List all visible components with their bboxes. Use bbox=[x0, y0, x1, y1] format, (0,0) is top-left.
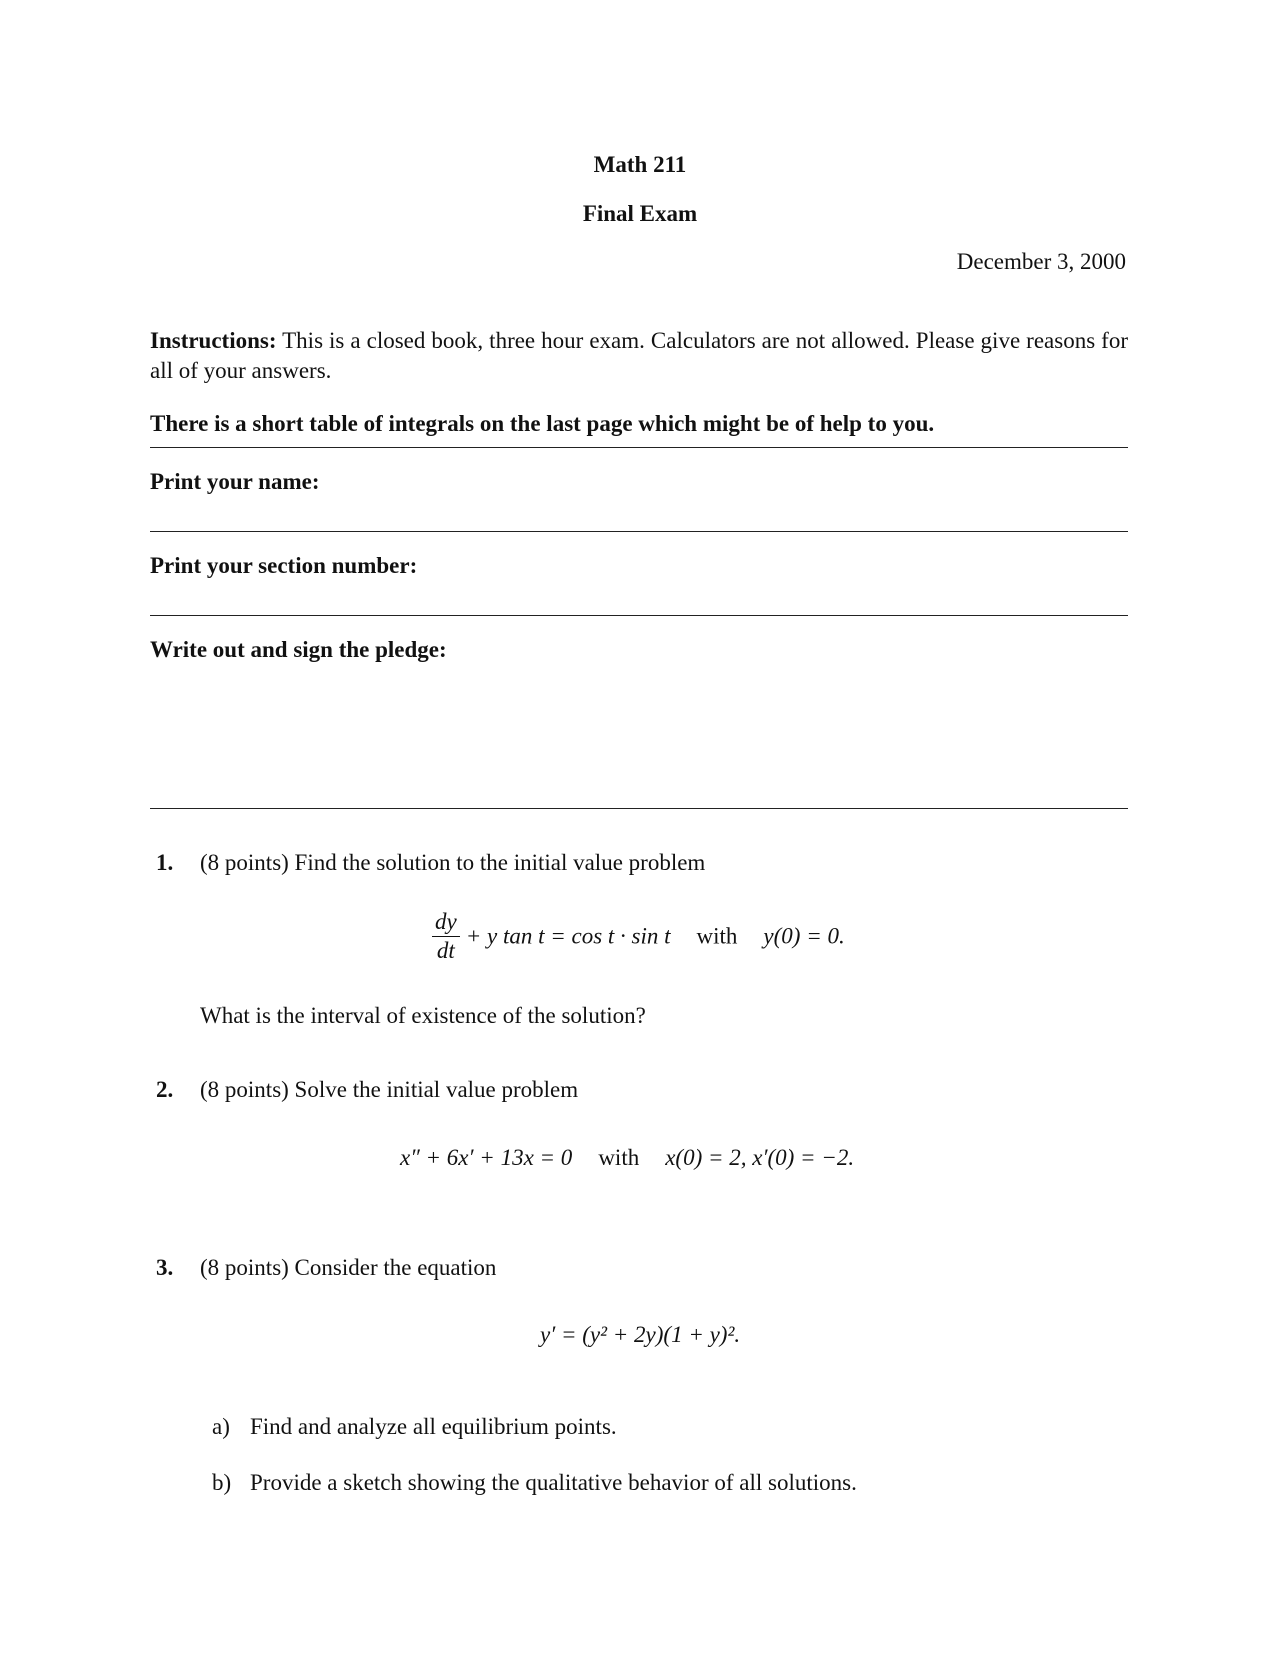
question-2-prompt: (8 points) Solve the initial value problem bbox=[200, 1077, 579, 1102]
part-b-text: Provide a sketch showing the qualitative behavior of all solutions. bbox=[250, 1470, 857, 1495]
question-2-number: 2. bbox=[156, 1077, 174, 1102]
name-line[interactable] bbox=[150, 531, 1128, 532]
question-1-followup: What is the interval of existence of the solution? bbox=[200, 1003, 646, 1028]
question-1-prompt: (8 points) Find the solution to the initial value problem bbox=[200, 850, 706, 875]
part-a-label: a) bbox=[212, 1414, 230, 1439]
pledge-label: Write out and sign the pledge: bbox=[150, 637, 447, 662]
equation-rest: + y tan t = cos t · sin t bbox=[465, 923, 671, 949]
instructions-label: Instructions: bbox=[150, 328, 277, 353]
fraction-denominator: dt bbox=[436, 938, 455, 963]
name-label: Print your name: bbox=[150, 469, 320, 494]
question-1-number: 1. bbox=[156, 850, 174, 875]
fraction-numerator: dy bbox=[432, 910, 460, 937]
derivative-fraction bbox=[432, 910, 460, 963]
question-3-number: 3. bbox=[156, 1255, 174, 1280]
divider-top bbox=[150, 447, 1128, 448]
instructions-text: This is a closed book, three hour exam. Calculators are not allowed. Please give reasons for all of your answers. bbox=[150, 328, 1128, 383]
pledge-line[interactable] bbox=[150, 808, 1128, 809]
part-b-label: b) bbox=[212, 1470, 232, 1495]
initial-condition: x(0) = 2, x′(0) = −2. bbox=[665, 1145, 855, 1170]
course-title: Math 211 bbox=[593, 152, 687, 177]
question-3-prompt: (8 points) Consider the equation bbox=[200, 1255, 497, 1280]
exam-title: Final Exam bbox=[582, 201, 698, 226]
equation-connector: with bbox=[598, 1145, 640, 1170]
initial-condition: y(0) = 0. bbox=[763, 923, 845, 949]
section-label: Print your section number: bbox=[150, 553, 418, 578]
question-1-equation bbox=[432, 910, 845, 963]
question-3-equation: y′ = (y² + 2y)(1 + y)². bbox=[540, 1322, 741, 1347]
equation-lhs: x″ + 6x′ + 13x = 0 bbox=[400, 1145, 573, 1170]
exam-date: December 3, 2000 bbox=[956, 249, 1126, 274]
question-2-equation bbox=[400, 1145, 854, 1171]
section-line[interactable] bbox=[150, 615, 1128, 616]
instructions-paragraph bbox=[150, 326, 1128, 386]
integrals-note: There is a short table of integrals on the last page which might be of help to you. bbox=[150, 411, 935, 436]
part-a-text: Find and analyze all equilibrium points. bbox=[250, 1414, 617, 1439]
equation-connector: with bbox=[696, 923, 738, 949]
